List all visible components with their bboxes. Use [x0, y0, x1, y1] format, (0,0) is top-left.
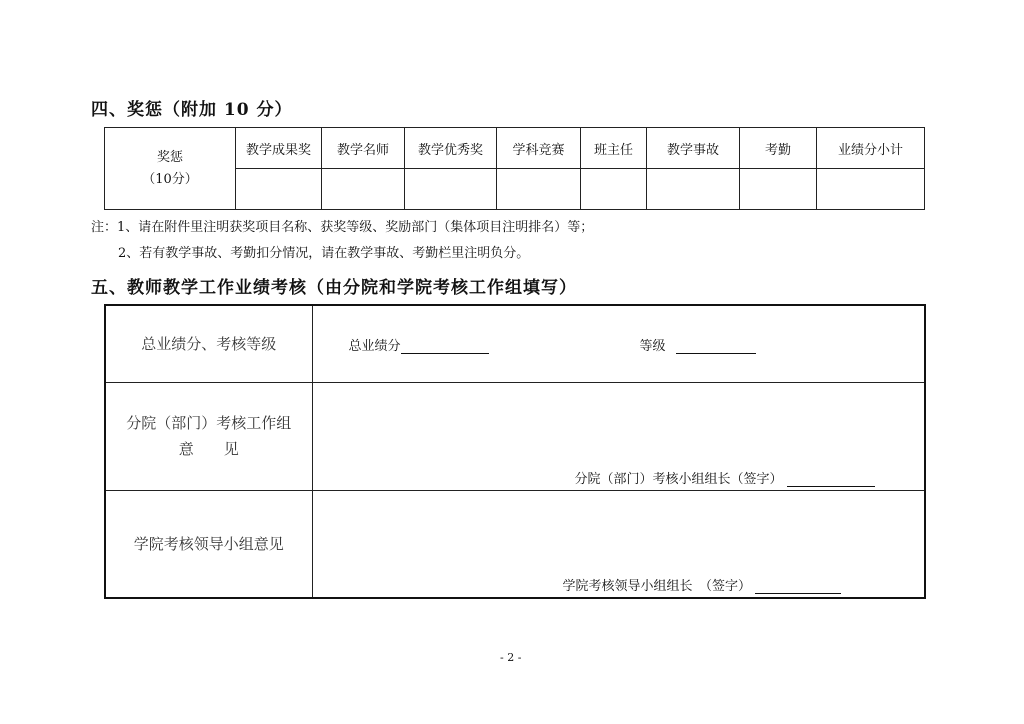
- total-score-field[interactable]: [401, 339, 489, 354]
- awards-label-line2: （10分）: [142, 171, 198, 187]
- college-opinion-label: 学院考核领导小组意见: [105, 490, 312, 598]
- awards-col-header: 考勤: [740, 128, 817, 169]
- note-line-2: 2、若有教学事故、考勤扣分情况，请在教学事故、考勤栏里注明负分。: [118, 246, 530, 261]
- awards-col-header: 教学事故: [647, 128, 740, 169]
- awards-value-cell[interactable]: [497, 169, 581, 210]
- awards-value-cell[interactable]: [647, 169, 740, 210]
- college-opinion-cell[interactable]: [312, 490, 925, 598]
- awards-label-line1: 奖惩: [156, 149, 183, 165]
- awards-table: [104, 127, 925, 210]
- department-opinion-cell[interactable]: [312, 382, 925, 490]
- section5-title: 五、教师教学工作业绩考核（由分院和学院考核工作组填写）: [91, 278, 577, 298]
- total-score-row-label: 总业绩分、考核等级: [105, 305, 312, 382]
- total-score-cell: [312, 305, 925, 382]
- awards-col-header: 教学优秀奖: [405, 128, 497, 169]
- college-sign-label: 学院考核领导小组组长 （签字）: [562, 578, 752, 594]
- note-line-1: 注：1、请在附件里注明获奖项目名称、获奖等级、奖励部门（集体项目注明排名）等；: [91, 220, 594, 235]
- department-opinion-label: [105, 382, 312, 490]
- page-number: - 2 -: [500, 651, 522, 664]
- total-score-label: 总业绩分: [348, 339, 401, 354]
- grade-label: 等级: [639, 339, 666, 354]
- awards-value-cell[interactable]: [817, 169, 925, 210]
- awards-col-header: 业绩分小计: [817, 128, 925, 169]
- awards-col-header: 教学名师: [322, 128, 405, 169]
- department-opinion-label-line2: 意 见: [178, 440, 239, 458]
- awards-col-header: 班主任: [581, 128, 647, 169]
- grade-field[interactable]: [676, 339, 756, 354]
- awards-value-cell[interactable]: [236, 169, 322, 210]
- awards-value-cell[interactable]: [322, 169, 405, 210]
- awards-value-cell[interactable]: [581, 169, 647, 210]
- department-sign-label: 分院（部门）考核小组组长（签字）: [574, 471, 783, 487]
- evaluation-table: [104, 304, 926, 599]
- awards-value-cell[interactable]: [405, 169, 497, 210]
- college-sign-field[interactable]: [755, 579, 841, 594]
- awards-col-header: 教学成果奖: [236, 128, 322, 169]
- awards-value-cell[interactable]: [740, 169, 817, 210]
- awards-col-header: 学科竞赛: [497, 128, 581, 169]
- department-opinion-label-line1: 分院（部门）考核工作组: [126, 414, 292, 432]
- awards-row-label: [105, 128, 236, 210]
- department-sign-field[interactable]: [787, 472, 875, 487]
- section4-title: 四、奖惩（附加 10 分）: [91, 100, 293, 120]
